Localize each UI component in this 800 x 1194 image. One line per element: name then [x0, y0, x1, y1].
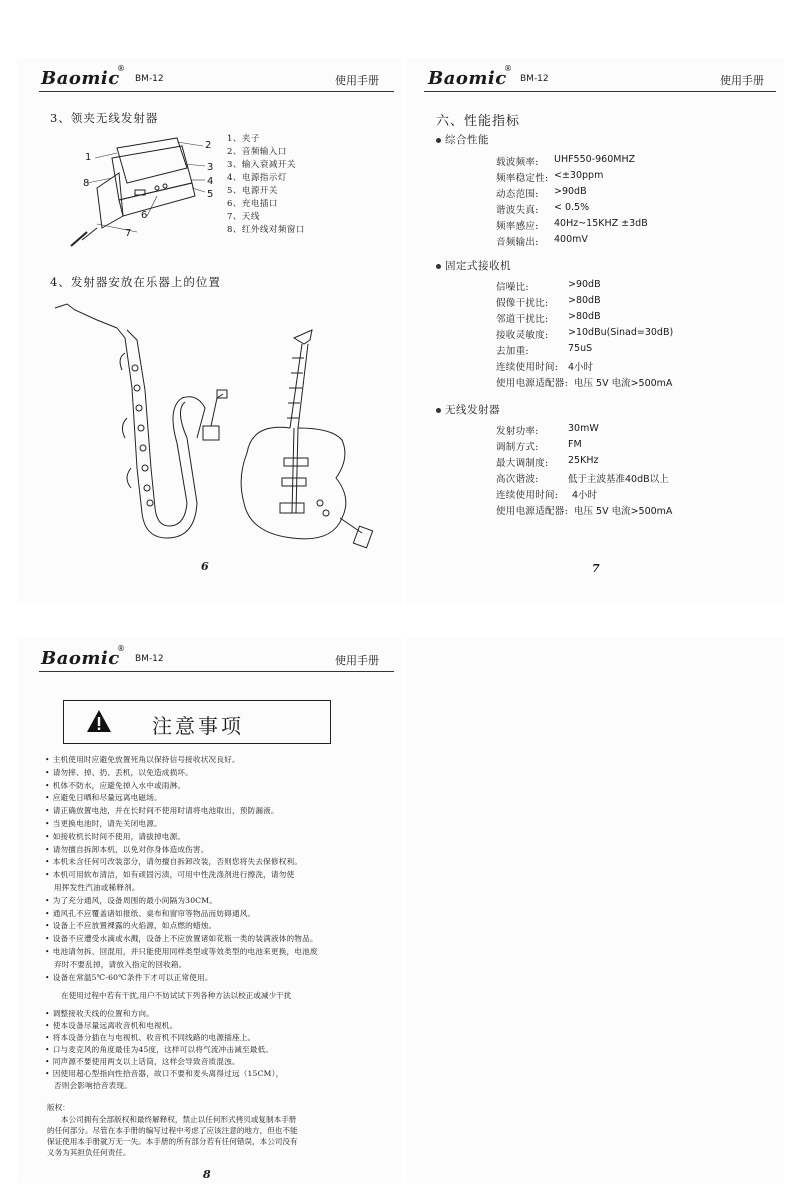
header-rule [424, 91, 776, 92]
spec-label: 使用电源适配器: [496, 506, 569, 517]
registered-mark: ® [504, 64, 512, 73]
spec-value: >80dB [568, 311, 601, 322]
spec-value: >10dBu(Sinad=30dB) [568, 327, 674, 338]
bullet-icon: • [45, 1069, 50, 1078]
note-text: 口与麦克风的角度最佳为45度，这样可以将气流冲击减至最低。 [52, 1045, 274, 1054]
group-heading-receiver: 固定式接收机 [436, 258, 511, 273]
note-line [45, 869, 294, 880]
callout-2: 2 [205, 140, 212, 151]
copyright-heading: 版权： [47, 1103, 70, 1112]
spec-label: 连续使用时间: [496, 490, 559, 501]
page-header [17, 638, 402, 672]
legend-item: 7、天线 [227, 212, 260, 222]
note-line [45, 844, 209, 855]
note-line [45, 754, 240, 765]
page-number: 6 [201, 560, 209, 573]
spec-label: 假像干扰比: [496, 298, 549, 309]
group-heading-general: 综合性能 [436, 132, 489, 147]
bullet-icon: • [45, 1021, 50, 1030]
spec-value: 电压 5V 电流>500mA [574, 506, 673, 517]
warning-title: 注意事项 [152, 714, 244, 738]
note-line [45, 1056, 240, 1067]
note-text: 主机使用时应避免放置死角以保持信号接收状况良好。 [52, 755, 240, 764]
model-label: BM-12 [135, 654, 164, 664]
bullet-icon: • [45, 947, 50, 956]
note-text: 将本设备分插在与电视机、收音机不同线路的电源插座上。 [52, 1033, 256, 1042]
bullet-icon: • [45, 857, 50, 867]
spec-label: 连续使用时间: [496, 362, 559, 373]
spec-value: >90dB [554, 186, 587, 197]
bullet-icon: • [45, 806, 50, 816]
note-line [45, 1008, 154, 1019]
model-label: BM-12 [520, 74, 549, 84]
group-heading-transmitter: 无线发射器 [436, 402, 500, 417]
spec-label: 音频输出: [496, 237, 539, 248]
saxophone-illustration [47, 298, 247, 548]
page-header [17, 58, 402, 92]
page-8 [17, 638, 402, 1183]
spec-label: 最大调制度: [496, 458, 549, 469]
note-line [45, 1020, 177, 1031]
bullet-icon: • [45, 793, 50, 803]
spec-value: < 0.5% [554, 202, 590, 213]
note-text: 当更换电池时，请先关闭电源。 [52, 819, 162, 828]
page-number: 7 [592, 562, 600, 575]
spec-label: 发射功率: [496, 426, 539, 437]
bullet-icon: • [45, 972, 50, 982]
spec-value: >80dB [568, 295, 601, 306]
note-line [45, 972, 213, 983]
spec-value: 25KHz [568, 455, 599, 466]
note-line [45, 933, 318, 944]
note-text: 请勿擅自拆卸本机，以免对你身体造成伤害。 [52, 844, 209, 854]
note-line [45, 831, 185, 842]
bullet-icon: • [45, 780, 50, 790]
note-text: 机体不防水，应避免掉入水中或雨淋。 [52, 780, 186, 790]
legend-item: 3、输入衰减开关 [227, 160, 296, 170]
spec-label: 接收灵敏度: [496, 330, 549, 341]
header-rule [39, 671, 394, 672]
spec-label: 载波频率: [496, 157, 539, 168]
bullet-icon: • [45, 908, 50, 918]
callout-4: 4 [207, 176, 214, 187]
legend-item: 5、电源开关 [227, 186, 278, 196]
legend-item: 2、音频输入口 [227, 147, 287, 157]
warning-triangle-icon [86, 709, 112, 733]
bullet-icon: • [45, 921, 50, 931]
manual-label: 使用手册 [335, 74, 379, 87]
note-line [45, 1044, 273, 1055]
spec-label: 去加重: [496, 346, 529, 357]
spec-value: 4小时 [572, 490, 598, 501]
spec-value: 75uS [568, 343, 593, 354]
bullet-icon: • [45, 870, 50, 880]
legend-item: 1、夹子 [227, 134, 260, 144]
note-text: 电池请勿拆、回混用，并只能使用同样类型或等效类型的电池来更换，电池废 [52, 947, 318, 956]
bullet-icon: • [45, 844, 50, 854]
section-3-title: 3、领夹无线发射器 [50, 111, 159, 125]
spec-value: 4小时 [568, 362, 594, 373]
note-line [45, 818, 162, 829]
bullet-icon: • [45, 1057, 50, 1066]
spec-label: 信噪比: [496, 282, 529, 293]
bullet-icon: • [45, 819, 50, 828]
spec-value: 400mV [554, 234, 588, 245]
spec-value: 电压 5V 电流>500mA [574, 378, 673, 389]
bullet-icon: • [45, 1045, 50, 1054]
spec-label: 谐波失真: [496, 205, 539, 216]
note-text: 为了充分通风，设备周围的最小间隔为30CM。 [52, 895, 218, 905]
note-line [45, 908, 255, 919]
bullet-icon: • [45, 831, 50, 841]
registered-mark: ® [117, 64, 125, 73]
spec-value: UHF550-960MHZ [554, 154, 636, 165]
copyright-line: 本公司拥有全部版权和最终解释权，禁止以任何形式拷贝或复制本手册 [61, 1115, 297, 1124]
spec-label: 邻道干扰比: [496, 314, 549, 325]
note-text: 本机未含任何可改装部分，请勿擅自拆卸改装，否则您将失去保修权利。 [52, 857, 303, 867]
manual-label: 使用手册 [335, 654, 379, 667]
note-line [45, 1068, 283, 1079]
callout-5: 5 [207, 189, 214, 200]
note-line [45, 959, 187, 970]
note-line [45, 946, 318, 957]
interference-intro: 在使用过程中若有干扰,用户不妨试试下列各种方法以校正或减少干扰 [61, 991, 292, 1000]
legend-item: 4、电源指示灯 [227, 173, 287, 183]
spec-label: 频率感应: [496, 221, 539, 232]
spec-label: 使用电源适配器: [496, 378, 569, 389]
header-rule [39, 91, 394, 92]
callout-6: 6 [141, 210, 148, 221]
copyright-line: 义务为其担负任何责任。 [47, 1148, 131, 1157]
note-line [45, 895, 217, 906]
note-text: 应避免日晒和尽量远离电磁场。 [52, 793, 162, 803]
guitar-illustration [232, 328, 392, 558]
page-6 [17, 58, 402, 603]
note-text: 设备在常温5℃-60℃条件下才可以正常使用。 [52, 972, 213, 982]
note-text: 使本设备尽量远离收音机和电视机。 [52, 1021, 178, 1030]
page-header [406, 58, 784, 92]
note-line [45, 1080, 132, 1091]
legend-item: 6、充电插口 [227, 199, 278, 209]
note-line [45, 1032, 255, 1043]
callout-8: 8 [83, 178, 90, 189]
note-line [45, 856, 302, 867]
spec-value: 40Hz~15KHZ ±3dB [554, 218, 648, 229]
note-text: 弃时不要乱掉，请放入指定的回收箱。 [54, 959, 187, 969]
brand-logo: Baomic [41, 648, 120, 669]
note-text: 本机可用软布清洁，如有顽固污渍，可用中性洗涤剂进行擦洗，请勿使 [52, 870, 295, 880]
warning-banner [63, 700, 331, 744]
note-text: 通风孔不应覆盖诸如报纸、桌布和窗帘等物品而妨碍通风。 [52, 908, 256, 918]
note-text: 调整接收天线的位置和方向。 [52, 1009, 155, 1018]
bullet-icon: • [45, 1033, 50, 1042]
spec-value: FM [568, 439, 582, 450]
page-number: 8 [203, 1168, 211, 1181]
note-text: 用挥发性汽油或稀释剂。 [54, 883, 140, 892]
note-text: 否则会影响拾音表现。 [54, 1081, 132, 1090]
brand-logo: Baomic [41, 68, 120, 89]
note-line [45, 767, 193, 778]
note-text: 因使用超心型指向性拾音器，故口不要和麦头离得过远（15CM）， [52, 1069, 284, 1078]
callout-1: 1 [85, 152, 92, 163]
bullet-icon: • [45, 1009, 50, 1018]
section-6-title: 六、性能指标 [436, 114, 521, 129]
bullet-icon: • [45, 767, 50, 777]
spec-value: 30mW [568, 423, 599, 434]
spec-label: 调制方式: [496, 442, 539, 453]
bullet-icon: • [45, 934, 50, 944]
note-text: 请勿摔、掉、扔、丢机，以免造成损坏。 [52, 767, 193, 777]
spec-label: 高次谐波: [496, 474, 539, 485]
registered-mark: ® [117, 644, 125, 653]
note-text: 同声源不要使用两支以上话筒，这样会导致音质混浊。 [52, 1057, 240, 1066]
legend-item: 8、红外线对频窗口 [227, 225, 305, 235]
model-label: BM-12 [135, 74, 164, 84]
blank-page [406, 638, 784, 1183]
note-text: 请正确放置电池，并在长时间不使用时请将电池取出，预防漏液。 [52, 806, 279, 816]
note-text: 设备上不应放置裸露的火焰源，如点燃的蜡烛。 [52, 921, 217, 931]
spec-label: 频率稳定性: [496, 173, 549, 184]
spec-value: >90dB [568, 279, 601, 290]
callout-3: 3 [207, 162, 214, 173]
brand-logo: Baomic [428, 68, 507, 89]
note-line [45, 780, 185, 791]
spec-label: 动态范围: [496, 189, 539, 200]
section-4-title: 4、发射器安放在乐器上的位置 [50, 275, 221, 289]
copyright-line: 的任何部分。尽管在本手册的编写过程中考虑了应该注意的地方，但也不能 [47, 1126, 298, 1135]
spec-value: 低于主波基准40dB以上 [568, 474, 669, 485]
page-7 [406, 58, 784, 603]
callout-7: 7 [125, 228, 132, 239]
note-text: 设备不应遭受水滴或水溅，设备上不应放置诸如花瓶一类的装满液体的物品。 [52, 934, 318, 944]
manual-label: 使用手册 [720, 74, 764, 87]
note-text: 如接收机长时间不使用，请拔掉电源。 [52, 831, 186, 841]
copyright-line: 保证使用本手册就万无一失。本手册的所有部分若有任何错误，本公司没有 [47, 1137, 298, 1146]
bullet-icon: • [45, 755, 50, 764]
note-line [45, 805, 279, 816]
spec-value: <±30ppm [554, 170, 604, 181]
bullet-icon: • [45, 895, 50, 905]
note-line [45, 792, 162, 803]
note-line [45, 920, 216, 931]
note-line [45, 882, 140, 893]
